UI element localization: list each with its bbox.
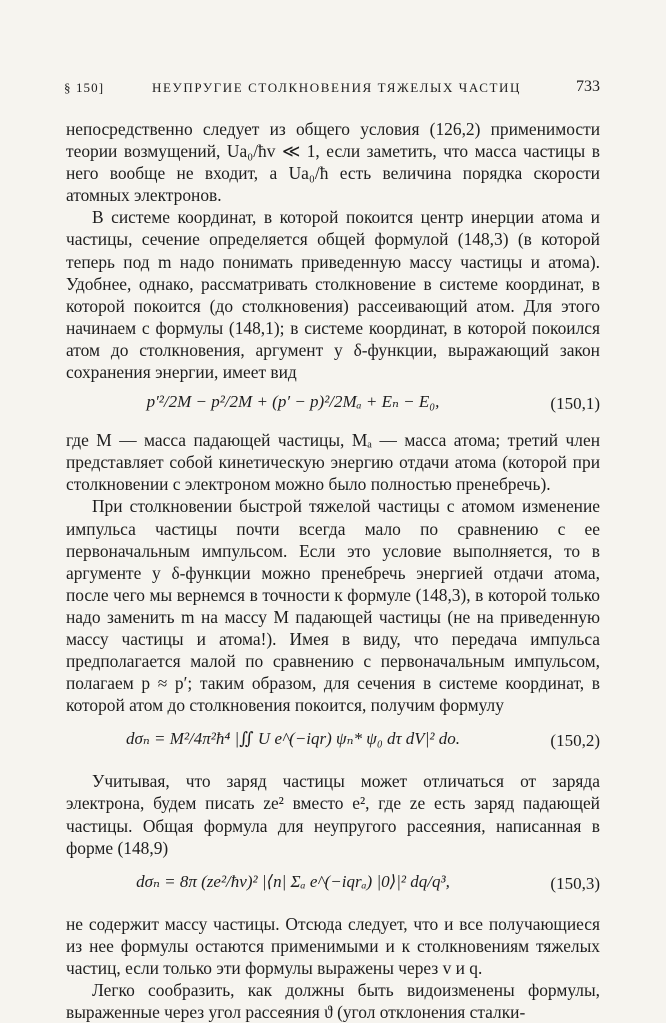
equation-150-2 [66, 718, 600, 766]
paragraph-3: где M — масса падающей частицы, Mₐ — масса атома; третий член представляет собой кинетическую энергию отдачи атома (которой при столкновении с электроном можно было полностью пренебречь). [66, 430, 600, 495]
equation-150-2-expr: dσₙ = M²/4π²ħ⁴ |∬ U e^(−iqr) ψₙ* ψ₀ dτ dV|² do. [126, 729, 460, 749]
body-text [66, 118, 600, 1023]
section-marker: § 150] [64, 80, 105, 95]
paragraph-5: Учитывая, что заряд частицы может отличаться от заряда электрона, будем писать ze² вместо e², где ze есть заряд падающей частицы. Общая формула для неупругого рассеяния, написанная в форме (148,9) [66, 771, 600, 858]
equation-150-3-expr: dσₙ = 8π (ze²/ħv)² |⟨n| Σₐ e^(−iqrₐ) |0⟩|² dq/q³, [136, 871, 450, 891]
page-number: 733 [576, 78, 600, 95]
paragraph-2: В системе координат, в которой покоится центр инерции атома и частицы, сечение определяется общей формулой (148,3) (в которой теперь под m надо понимать приведенную массу частицы и атома). Удобнее, однако, рассматривать столкновение в системе координат, в которой покоится (до столкновения) рассеивающий атом. Для этого начинаем с формулы (148,1); в системе координат, в которой покоился атом до столкновения, аргумент у δ-функции, выражающий закон сохранения энергии, имеет вид [66, 207, 600, 383]
equation-150-3-number: (150,3) [550, 873, 600, 893]
running-header [64, 76, 600, 102]
equation-150-1-expr: p′²/2M − p²/2M + (p′ − p)²/2Mₐ + Eₙ − E₀, [146, 392, 440, 412]
equation-150-3 [66, 861, 600, 909]
paragraph-1: непосредственно следует из общего условия (126,2) применимости теории возмущений, Ua₀/ħv ≪ 1, если заметить, что масса частицы в него вообще не входит, а Ua₀/ħ есть величина порядка скорости атомных электронов. [66, 119, 600, 206]
equation-150-2-number: (150,2) [550, 731, 600, 751]
paragraph-6: не содержит массу частицы. Отсюда следует, что и все получающиеся из нее формулы остаются применимыми и к столкновениям тяжелых частиц, если только эти формулы выражены через v и q. [66, 913, 600, 978]
running-title: НЕУПРУГИЕ СТОЛКНОВЕНИЯ ТЯЖЕЛЫХ ЧАСТИЦ [152, 80, 521, 95]
equation-150-1-number: (150,1) [550, 394, 600, 414]
equation-150-1 [66, 385, 600, 425]
paragraph-7: Легко сообразить, как должны быть видоизменены формулы, выраженные через угол рассеяния ϑ (угол отклонения сталки- [66, 980, 600, 1023]
paragraph-4: При столкновении быстрой тяжелой частицы с атомом изменение импульса частицы почти всегда мало по сравнению с ее первоначальным импульсом. Если это условие выполняется, то в аргументе у δ-функции можно пренебречь энергией отдачи атома, после чего мы вернемся в точности к формуле (148,3), в которой только надо заменить m на массу M падающей частицы (не на приведенную массу частицы и атома!). Имея в виду, что передача импульса предполагается малой по сравнению с первоначальным импульсом, полагаем p ≈ p′; таким образом, для сечения в системе координат, в которой атом до столкновения покоится, получим формулу [66, 496, 600, 716]
